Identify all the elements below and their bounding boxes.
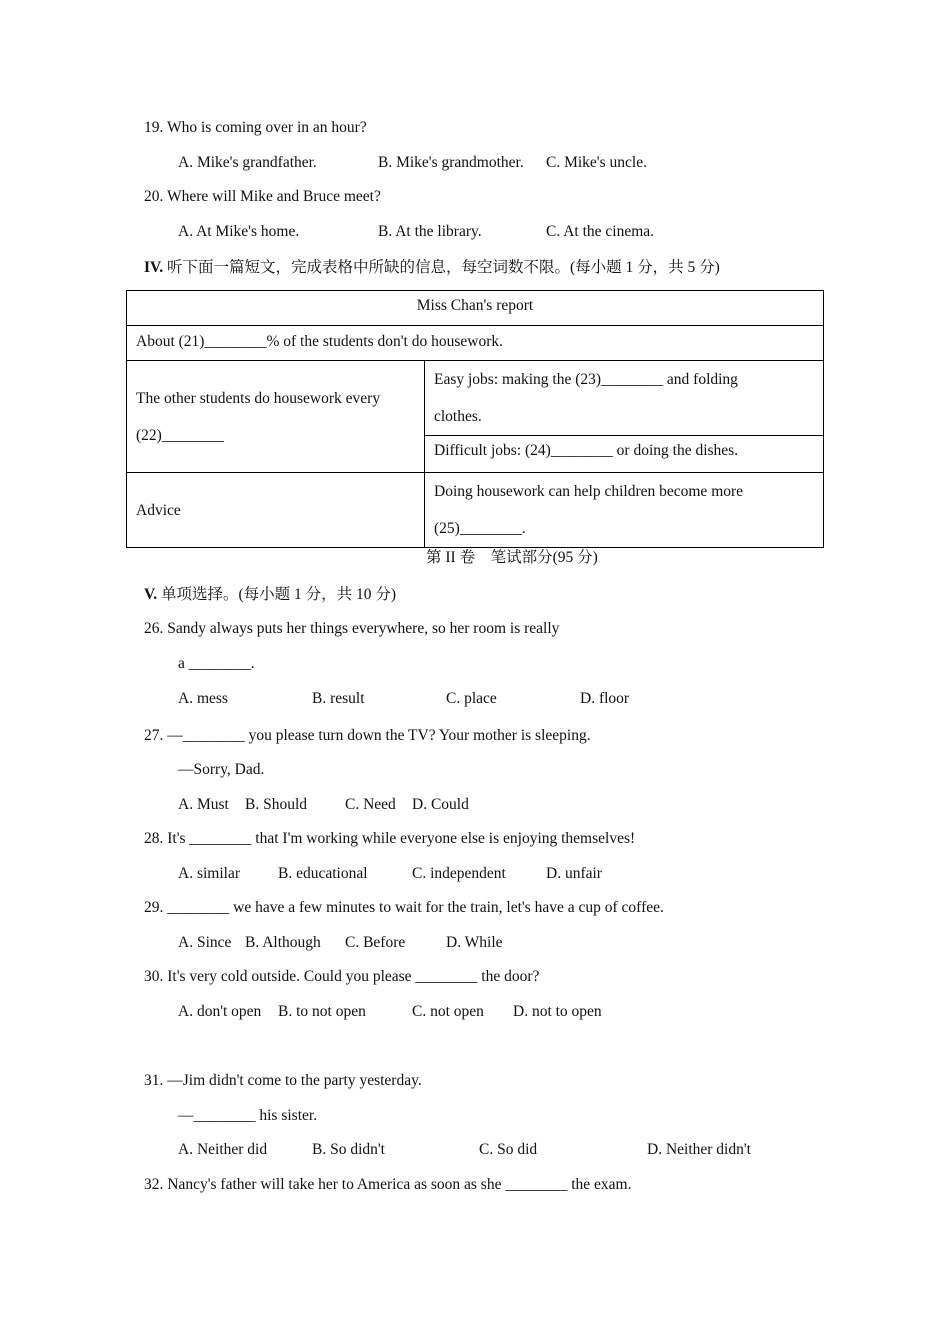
report-advice-label: Advice: [127, 473, 425, 548]
question-30-option-c[interactable]: C. not open: [412, 1003, 484, 1020]
section-5-label: V.: [144, 586, 158, 603]
question-27-option-a[interactable]: A. Must: [178, 796, 229, 813]
question-31-option-d[interactable]: D. Neither didn't: [647, 1141, 751, 1158]
report-advice: [425, 473, 824, 548]
question-26-option-a[interactable]: A. mess: [178, 690, 228, 707]
question-31-option-b[interactable]: B. So didn't: [312, 1141, 385, 1158]
question-19-stem: 19. Who is coming over in an hour?: [144, 119, 367, 136]
question-20-option-b[interactable]: B. At the library.: [378, 223, 482, 240]
question-20-stem: 20. Where will Mike and Bruce meet?: [144, 188, 381, 205]
question-27-reply: —Sorry, Dad.: [178, 761, 265, 778]
section-4-label: IV.: [144, 259, 164, 276]
report-table-title: Miss Chan's report: [127, 291, 824, 326]
report-easy-jobs: [425, 361, 824, 436]
question-30-option-d[interactable]: D. not to open: [513, 1003, 602, 1020]
report-row-22-line-a: The other students do housework every: [136, 389, 381, 407]
section-5-instructions: 单项选择。(每小题 1 分，共 10 分): [157, 586, 397, 603]
report-row-22-left: [127, 361, 425, 473]
question-32-stem: 32. Nancy's father will take her to America as soon as she ________ the exam.: [144, 1176, 632, 1193]
question-30-option-b[interactable]: B. to not open: [278, 1003, 366, 1020]
question-27-option-d[interactable]: D. Could: [412, 796, 469, 813]
question-29-option-b[interactable]: B. Although: [245, 934, 321, 951]
question-28-option-d[interactable]: D. unfair: [546, 865, 602, 882]
part-2-title: 第 II 卷 笔试部分(95 分): [426, 549, 598, 566]
question-31-reply: —________ his sister.: [178, 1107, 318, 1124]
question-29-option-a[interactable]: A. Since: [178, 934, 232, 951]
question-27-stem: 27. —________ you please turn down the TV? Your mother is sleeping.: [144, 727, 591, 744]
question-31-option-a[interactable]: A. Neither did: [178, 1141, 268, 1158]
question-31-stem: 31. —Jim didn't come to the party yesterday.: [144, 1072, 422, 1089]
question-20-option-c[interactable]: C. At the cinema.: [546, 223, 655, 240]
report-difficult-jobs: Difficult jobs: (24)________ or doing the dishes.: [425, 436, 824, 473]
report-table: [126, 290, 824, 548]
question-26-stem-continued: a ________.: [178, 655, 255, 672]
question-29-option-d[interactable]: D. While: [446, 934, 503, 951]
section-4-heading: [144, 258, 720, 278]
question-30-stem: 30. It's very cold outside. Could you please ________ the door?: [144, 968, 540, 985]
report-easy-jobs-line-b: clothes.: [434, 408, 482, 425]
question-20-option-a[interactable]: A. At Mike's home.: [178, 223, 300, 240]
question-19-option-c[interactable]: C. Mike's uncle.: [546, 154, 647, 171]
question-26-option-b[interactable]: B. result: [312, 690, 365, 707]
question-28-stem: 28. It's ________ that I'm working while everyone else is enjoying themselves!: [144, 830, 636, 847]
question-30-option-a[interactable]: A. don't open: [178, 1003, 262, 1020]
report-row-21: About (21)________% of the students don't do housework.: [127, 326, 824, 361]
question-31-option-c[interactable]: C. So did: [479, 1141, 538, 1158]
question-29-option-c[interactable]: C. Before: [345, 934, 406, 951]
report-row-22-line-b: (22)________: [136, 426, 224, 444]
section-5-heading: [144, 585, 396, 605]
question-26-stem: 26. Sandy always puts her things everywhere, so her room is really: [144, 620, 560, 637]
question-29-stem: 29. ________ we have a few minutes to wait for the train, let's have a cup of coffee.: [144, 899, 664, 916]
report-easy-jobs-line-a: Easy jobs: making the (23)________ and folding: [434, 371, 738, 388]
question-26-option-d[interactable]: D. floor: [580, 690, 630, 707]
report-advice-line-b: (25)________.: [434, 520, 526, 537]
question-26-option-c[interactable]: C. place: [446, 690, 497, 707]
question-28-option-a[interactable]: A. similar: [178, 865, 240, 882]
question-19-option-b[interactable]: B. Mike's grandmother.: [378, 154, 524, 171]
question-28-option-b[interactable]: B. educational: [278, 865, 368, 882]
section-4-instructions: 听下面一篇短文，完成表格中所缺的信息，每空词数不限。(每小题 1 分，共 5 分): [163, 259, 720, 276]
question-27-option-b[interactable]: B. Should: [245, 796, 308, 813]
question-19-option-a[interactable]: A. Mike's grandfather.: [178, 154, 317, 171]
report-advice-line-a: Doing housework can help children become more: [434, 483, 744, 500]
question-27-option-c[interactable]: C. Need: [345, 796, 396, 813]
question-28-option-c[interactable]: C. independent: [412, 865, 506, 882]
